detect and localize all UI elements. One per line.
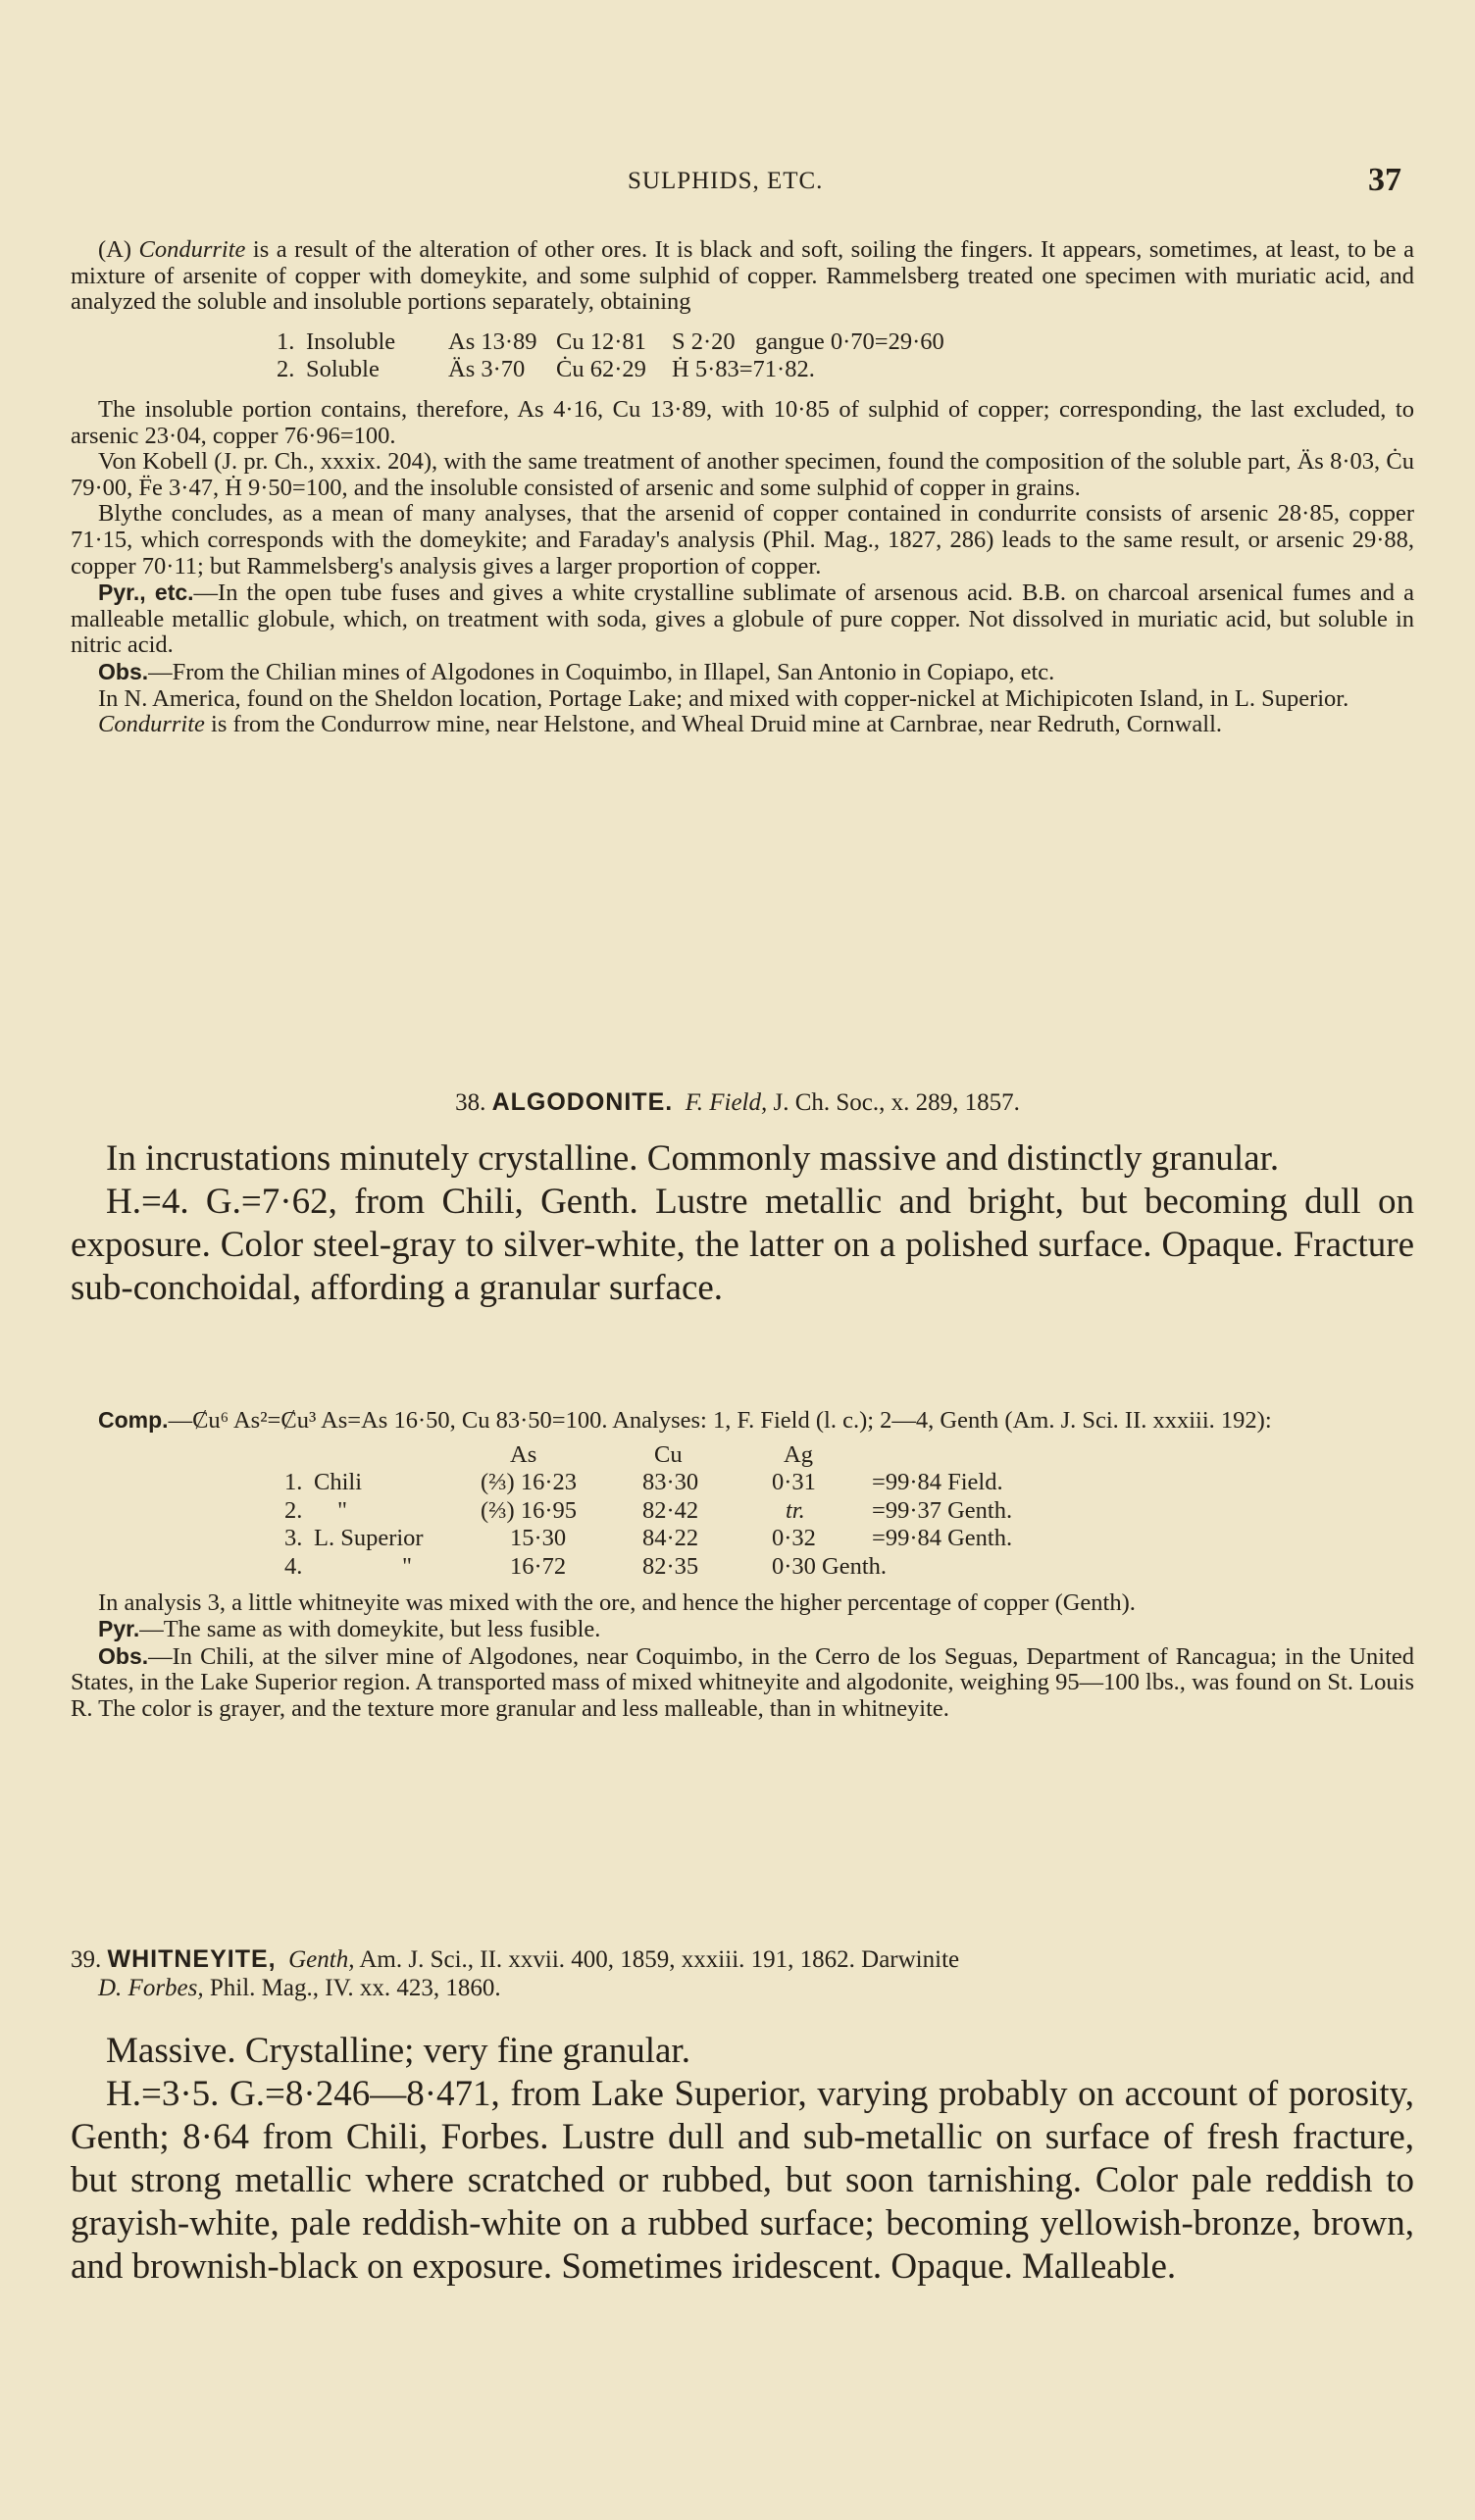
running-title: SULPHIDS, ETC. [628,168,824,194]
description-paragraph: Massive. Crystalline; very fine granular. [106,2031,690,2071]
page-number: 37 [1368,162,1401,198]
analysis-note: In analysis 3, a little whitneyite was mixed with the ore, and hence the higher percentage of copper (Genth). [98,1588,1136,1616]
condurrite-intro [71,237,1414,316]
description-paragraph: In incrustations minutely crystalline. Commonly massive and distinctly granular. [106,1138,1280,1179]
table-header: As Cu Ag [510,1440,813,1468]
condurrite-paragraph: The insoluble portion contains, therefore, As 4·16, Cu 13·89, with 10·85 of sulphid of copper; corresponding, the last excluded, to arsenic 23·04, copper 76·96=100. [71,395,1414,449]
intro-text: is a result of the alteration of other ores. It is black and soft, soiling the fingers. It appears, sometimes, at least, to be a mixture of arsenite of copper with domeykite, and some sulphid of copper. Rammelsberg treated one specimen with muriatic acid, and analyzed the soluble and insoluble portions separately, obtaining [71,236,1414,316]
condurrite-paragraph: Blythe concludes, as a mean of many analyses, that the arsenid of copper contained in condurrite consists of arsenic 28·85, copper 71·15, which corresponds with the domeykite; and Faraday's analysis (Phil. Mag., 1827, 286) leads to the same result, or arsenic 29·88, copper 70·11; but Rammelsberg's analysis gives a larger proportion of copper. [71,500,1414,580]
condurrite-pyr: Pyr., etc.—In the open tube fuses and gives a white crystalline sublimate of arsenous acid. B.B. on charcoal arsenical fumes and a malleable metallic globule, which, on treatment with soda, gives a globule of pure copper. Not dissolved in muriatic acid, but soluble in nitric acid. [71,580,1414,659]
algodonite-heading: 38. ALGODONITE. F. Field, J. Ch. Soc., x. 289, 1857. [455,1088,1020,1116]
table-row: 2. " (⅔) 16·95 82·42 tr. =99·37 Genth. [284,1496,1013,1524]
whitneyite-description [71,2030,1414,2289]
algodonite-description [71,1137,1414,1310]
algodonite-analysis-table [284,1442,1012,1583]
condurrite-analysis-table [277,329,944,385]
condurrite-section [71,237,1414,738]
mineral-name: Condurrite [138,236,246,263]
running-head [0,162,1475,201]
table-row: 1. Insoluble As 13·89 Cu 12·81 S 2·20 gangue 0·70=29·60 [277,328,944,355]
condurrite-paragraph: In N. America, found on the Sheldon location, Portage Lake; and mixed with copper-nickel at Michipicoten Island, in L. Superior. [98,684,1349,712]
algodonite-composition [71,1407,1414,1723]
description-paragraph: H.=3·5. G.=8·246—8·471, from Lake Superior, varying probably on account of porosity, Genth; 8·64 from Chili, Forbes. Lustre dull and sub-metallic on surface of fresh fracture, but strong metallic where scratched or rubbed, but soon tarnishing. Color pale reddish to grayish-white, pale reddish-white on a rubbed surface; becoming yellowish-bronze, brown, and brownish-black on exposure. Sometimes iridescent. Opaque. Malleable. [71,2074,1414,2287]
section-label: (A) [98,236,132,263]
condurrite-paragraph: Von Kobell (J. pr. Ch., xxxix. 204), with the same treatment of another specimen, found the composition of the soluble part, Äs 8·03, Ċu 79·00, F̈e 3·47, Ḣ 9·50=100, and the insoluble consisted of arsenic and some sulphid of copper in grains. [71,448,1414,501]
comp-paragraph: Comp.—Ȼu⁶ As²=Ȼu³ As=As 16·50, Cu 83·50=100. Analyses: 1, F. Field (l. c.); 2—4, Genth (Am. J. Sci. II. xxxiii. 192): [98,1407,1272,1434]
table-row: 4. " 16·72 82·35 0·30 Genth. [284,1552,888,1580]
algodonite-pyr: Pyr.—The same as with domeykite, but less fusible. [98,1616,601,1643]
mineral-title: WHITNEYITE, [107,1945,277,1973]
algodonite-obs: Obs.—In Chili, at the silver mine of Algodones, near Coquimbo, in the Cerro de los Seguas, Department of Rancagua; in the United States, in the Lake Superior region. A transported mass of mixed whitneyite and algodonite, weighing 95—100 lbs., was found on St. Louis R. The color is grayer, and the texture more granular and less malleable, than in whitneyite. [71,1642,1414,1722]
condurrite-obs: Obs.—From the Chilian mines of Algodones in Coquimbo, in Illapel, San Antonio in Copiapo, etc. [98,658,1055,685]
table-row: 2. Soluble Äs 3·70 Ċu 62·29 Ḣ 5·83=71·82. [277,356,815,383]
table-row: 1. Chili (⅔) 16·23 83·30 0·31 =99·84 Field. [284,1469,1003,1496]
mineral-title: ALGODONITE. [491,1088,674,1116]
whitneyite-heading: 39. WHITNEYITE, Genth, Am. J. Sci., II. xxvii. 400, 1859, xxxiii. 191, 1862. Darwinite D. Forbes, Phil. Mag., IV. xx. 423, 1860. [71,1945,960,2001]
description-paragraph: H.=4. G.=7·62, from Chili, Genth. Lustre metallic and bright, but becoming dull on exposure. Color steel-gray to silver-white, the latter on a polished surface. Opaque. Fracture sub-conchoidal, affording a granular surface. [71,1182,1414,1308]
condurrite-locality: Condurrite is from the Condurrow mine, near Helstone, and Wheal Druid mine at Carnbrae, near Redruth, Cornwall. [98,711,1223,738]
table-row: 3. L. Superior 15·30 84·22 0·32 =99·84 Genth. [284,1525,1013,1552]
